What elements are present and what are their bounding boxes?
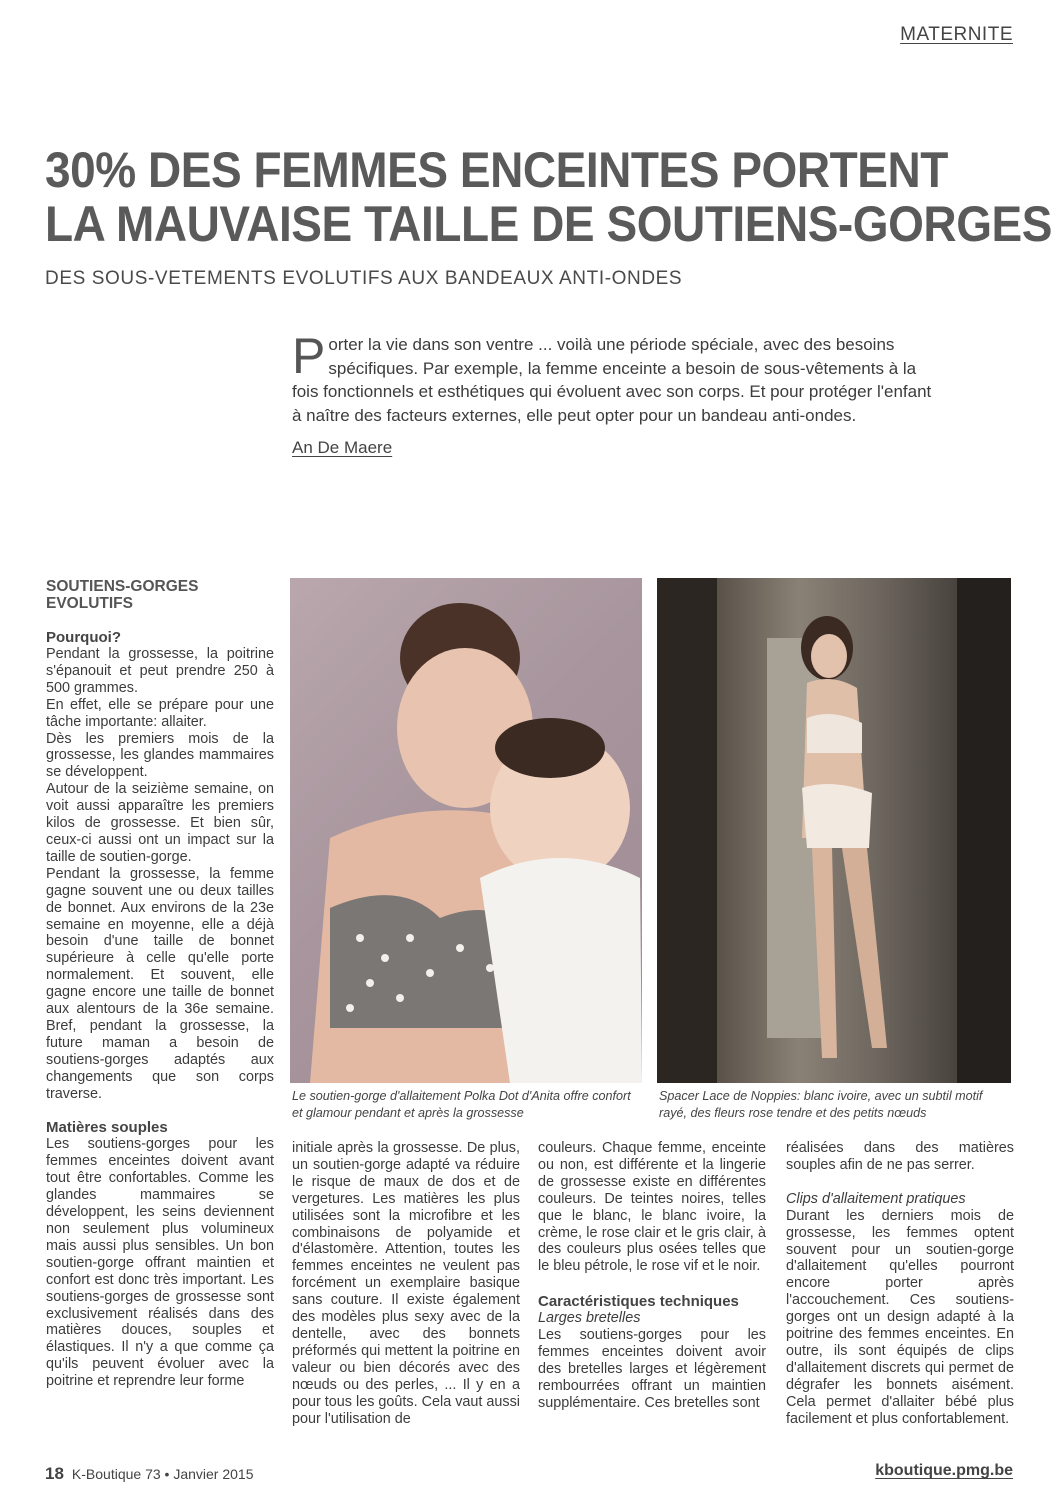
issue-label: K-Boutique 73 • Janvier 2015: [71, 1466, 254, 1482]
caption-photo-2: Spacer Lace de Noppies: blanc ivoire, avec un subtil motif rayé, des fleurs rose tendre et des petits nœuds: [659, 1089, 983, 1120]
photo-nursing-bra: [290, 578, 642, 1083]
section-tag: MATERNITE: [900, 24, 1013, 45]
column-1: [46, 578, 274, 1390]
paragraph: Les soutiens-gorges pour les femmes enceintes doivent avoir des bretelles larges et légèrement rembourrées offrant un maintien supplémentaire. Ces bretelles sont: [538, 1327, 766, 1411]
paragraph: Les soutiens-gorges pour les femmes enceintes doivent avant tout être confortables. Comme les glandes mammaires se développent, les seins deviennent non seulement plus volumineux mais aussi plus sensibles. Un bon soutien-gorge offrant maintien et confort est donc très important. Les soutiens-gorges de grossesse sont exclusivement réalisés dans des matières douces, souples et élastiques. Il n'y a que comme ça qu'ils peuvent évoluer avec la poitrine et reprendre leur forme: [46, 1136, 274, 1390]
headline-line-2: LA MAUVAISE TAILLE DE SOUTIENS-GORGES: [45, 196, 1052, 252]
lead-text: orter la vie dans son ventre ... voilà une période spéciale, avec des besoins spécifiques. Par exemple, la femme enceinte a besoin de sous-vêtements à la fois fonctionnels et esthétiques qui évoluent avec son corps. Et pour protéger l'enfant à naître des facteurs externes, elle peut opter pour un bandeau anti-ondes.: [292, 335, 932, 425]
paragraph: Autour de la seizième semaine, on voit aussi apparaître les premiers kilos de grossesse. Et bien sûr, ceux-ci aussi ont un impact sur la taille de soutien-gorge.: [46, 781, 274, 865]
author-byline: An De Maere: [292, 438, 393, 457]
paragraph: Durant les derniers mois de grossesse, les femmes optent souvent pour un soutien-gorge d'allaitement qu'elles pourront encore porter après l'accouchement. Ces soutiens-gorges ont un design adapté à la poitrine des femmes enceintes. En outre, ils sont équipés de clips d'allaitement discrets qui permet de dégrafer les bonnets aisément. Cela permet d'allaiter bébé plus facilement et plus confortablement.: [786, 1207, 1014, 1427]
paragraph: couleurs. Chaque femme, enceinte ou non, est différente et la lingerie de grossesse existe en différentes couleurs. De teintes noires, telles que le blanc, le blanc ivoire, la crème, le rose clair et le gris clair, à des couleurs plus osées telles que le bleu pétrole, le rose vif et le noir.: [538, 1140, 766, 1275]
lead-paragraph: [292, 328, 932, 427]
photo-illustration: [290, 578, 642, 1083]
paragraph: initiale après la grossesse. De plus, un soutien-gorge adapté va réduire le risque de maux de dos et de vergetures. Les matières les plus utilisées sont la microfibre et les combinaisons de polyamide et d'élastomère. Attention, toutes les femmes enceintes ne veulent pas forcément un exemplaire basique sans couture. Il existe également des modèles plus sexy avec de la dentelle, avec des bonnets préformés qui mettent la poitrine en valeur ou bien décorés avec des nœuds ou des perles, ... Il y en a pour tous les goûts. Cela vaut aussi pour l'utilisation de: [292, 1140, 520, 1427]
page-number: 18: [45, 1464, 64, 1483]
column-section-title: SOUTIENS-GORGES EVOLUTIFS: [46, 578, 199, 612]
footer-issue: [45, 1464, 254, 1484]
headline: [45, 142, 1052, 252]
photo-illustration: [657, 578, 1011, 1083]
subheading-clips: Clips d'allaitement pratiques: [786, 1190, 966, 1207]
footer-website-link[interactable]: kboutique.pmg.be: [875, 1462, 1013, 1479]
headline-line-1: 30% DES FEMMES ENCEINTES PORTENT: [45, 142, 948, 198]
paragraph: Pendant la grossesse, la femme gagne souvent une ou deux tailles de bonnet. Aux environs de la 23e semaine en moyenne, elle a déjà besoin d'une taille de bonnet supérieure à celle qu'elle porte normalement. Et souvent, elle gagne encore une taille de bonnet aux alentours de la 36e semaine. Bref, pendant la grossesse, la future maman a besoin de soutiens-gorges adaptés aux changements que son corps traverse.: [46, 865, 274, 1102]
paragraph: Pendant la grossesse, la poitrine s'épanouit et peut prendre 250 à 500 grammes.: [46, 646, 274, 696]
subheadline: DES SOUS-VETEMENTS EVOLUTIFS AUX BANDEAUX ANTI-ONDES: [45, 268, 683, 289]
subheading-matieres-souples: Matières souples: [46, 1119, 168, 1137]
drop-cap: P: [292, 328, 326, 384]
photo-spacer-lace: [657, 578, 1011, 1083]
subheading-larges-bretelles: Larges bretelles: [538, 1310, 641, 1327]
caption-photo-1: Le soutien-gorge d'allaitement Polka Dot d'Anita offre confort et glamour pendant et après la grossesse: [292, 1089, 631, 1120]
paragraph: En effet, elle se prépare pour une tâche importante: allaiter.: [46, 696, 274, 730]
column-2: [292, 1140, 520, 1427]
subheading-caracteristiques: Caractéristiques techniques: [538, 1293, 739, 1311]
paragraph: Dès les premiers mois de la grossesse, les glandes mammaires se développent.: [46, 730, 274, 781]
column-4: [786, 1140, 1014, 1428]
column-3: [538, 1140, 766, 1412]
subheading-pourquoi: Pourquoi?: [46, 629, 121, 646]
paragraph: réalisées dans des matières souples afin de ne pas serrer.: [786, 1140, 1014, 1173]
